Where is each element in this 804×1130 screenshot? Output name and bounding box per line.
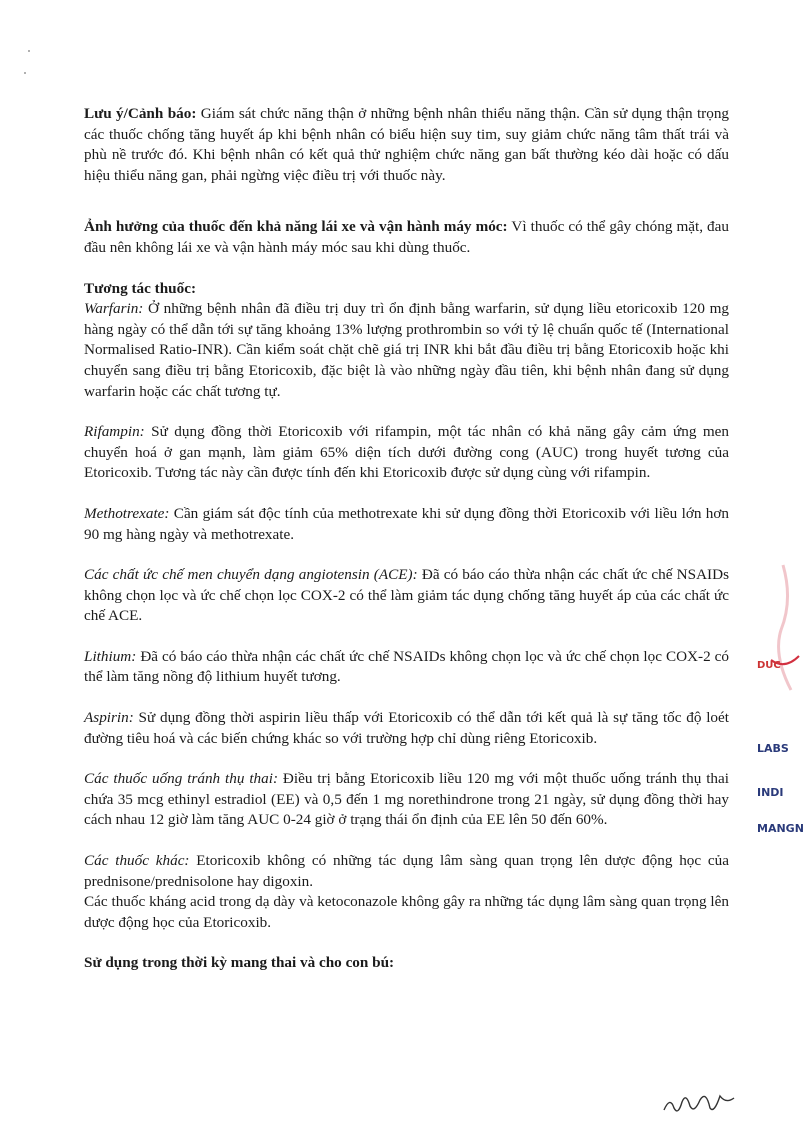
scan-speck — [24, 72, 26, 74]
driving-label: Ảnh hưởng của thuốc đến khả năng lái xe và vận hành máy móc: — [84, 218, 508, 236]
interaction-label: Aspirin: — [84, 709, 134, 727]
interaction-warfarin — [84, 299, 729, 402]
scan-speck — [28, 50, 30, 52]
pregnancy-heading: Sử dụng trong thời kỳ mang thai và cho con bú: — [84, 954, 395, 972]
interaction-text: Sử dụng đồng thời aspirin liều thấp với Etoricoxib có thể dẫn tới kết quả là sự tăng tốc độ loét đường tiêu hoá và các biến chứng khác so với trường hợp chỉ dùng riêng Etoricoxib. — [84, 709, 729, 747]
interaction-text: Điều trị bằng Etoricoxib liều 120 mg với một thuốc uống tránh thụ thai chứa 35 mcg ethinyl estradiol (EE) và 0,5 đến 1 mg norethindrone trong 21 ngày, sử dụng đồng thời hay cách nhau 12 giờ làm tăng AUC 0-24 giờ ở trạng thái ổn định của EE lên 50 đến 60%. — [84, 770, 729, 829]
interaction-other — [84, 851, 729, 892]
stamp-text-duc: DUC — [757, 660, 781, 671]
interaction-label: Các thuốc khác: — [84, 852, 190, 870]
stamp-text-mangn: MANGN — [757, 822, 804, 835]
interaction-text: Đã có báo cáo thừa nhận các chất ức chế NSAIDs không chọn lọc và ức chế chọn lọc COX-2 có thể làm giảm tác dụng chống tăng huyết áp của các chất ức chế ACE. — [84, 566, 729, 625]
stamp-text-indi: INDI — [757, 786, 784, 799]
interaction-label: Rifampin: — [84, 423, 145, 441]
interaction-lithium — [84, 647, 729, 688]
stamp-text-labs: LABS — [757, 742, 789, 755]
warning-paragraph — [84, 104, 729, 186]
interaction-label: Lithium: — [84, 647, 137, 665]
driving-paragraph — [84, 217, 729, 258]
document-page — [84, 104, 729, 974]
interaction-rifampin — [84, 422, 729, 484]
interactions-heading: Tương tác thuốc: — [84, 279, 197, 297]
driving-text: Vì thuốc có thể gây chóng mặt, đau đầu nên không lái xe và vận hành máy móc sau khi dùng thuốc. — [84, 218, 729, 256]
interaction-aspirin — [84, 708, 729, 749]
interaction-label: Các thuốc uống tránh thụ thai: — [84, 770, 279, 788]
red-stamp-fragment — [763, 560, 799, 700]
interaction-contraceptives — [84, 769, 729, 831]
interaction-text: Ở những bệnh nhân đã điều trị duy trì ổn định bằng warfarin, sử dụng liều etoricoxib 120 mg hàng ngày có thể dẫn tới sự tăng khoảng 13% lượng prothrombin so với tỷ lệ chuẩn quốc tế (International Normalised Ratio-INR). Cần kiểm soát chặt chẽ giá trị INR khi bắt đầu điều trị bằng Etoricoxib hoặc khi chuyển sang điều trị bằng Etoricoxib, đặc biệt là vào những ngày đầu tiên, khi bệnh nhân đang sử dụng warfarin hoặc các chất tương tự. — [84, 300, 729, 400]
interaction-label: Warfarin: — [84, 300, 144, 318]
warning-label: Lưu ý/Cảnh báo: — [84, 105, 197, 122]
interaction-other-extra: Các thuốc kháng acid trong dạ dày và ketoconazole không gây ra những tác dụng lâm sàng quan trọng lên dược động học của Etoricoxib. — [84, 893, 729, 931]
interaction-methotrexate — [84, 504, 729, 545]
interaction-text: Sử dụng đồng thời Etoricoxib với rifampin, một tác nhân có khả năng gây cảm ứng men chuyển hoá ở gan mạnh, làm giảm 65% diện tích dưới đường cong (AUC) trong huyết tương của Etoricoxib. Tương tác này cần được tính đến khi Etoricoxib được sử dụng cùng với rifampin. — [84, 423, 729, 482]
interaction-text: Etoricoxib không có những tác dụng lâm sàng quan trọng lên dược động học của prednisone/prednisolone hay digoxin. — [84, 852, 729, 890]
interaction-label: Các chất ức chế men chuyển dạng angiotensin (ACE): — [84, 566, 418, 584]
interaction-text: Đã có báo cáo thừa nhận các chất ức chế NSAIDs không chọn lọc và ức chế chọn lọc COX-2 có thể làm tăng nồng độ lithium huyết tương. — [84, 647, 729, 686]
warning-text: Giám sát chức năng thận ở những bệnh nhân thiểu năng thận. Cần sử dụng thận trọng các thuốc chống tăng huyết áp khi bệnh nhân có biểu hiện suy tim, suy giảm chức năng tâm thất trái và phù nề trước đó. Khi bệnh nhân có kết quả thử nghiệm chức năng gan bất thường kéo dài hoặc có dấu hiệu thiểu năng gan, phải ngừng việc điều trị với thuốc này. — [84, 105, 730, 184]
interaction-label: Methotrexate: — [84, 504, 170, 522]
interaction-ace — [84, 565, 729, 627]
handwritten-signature — [660, 1088, 740, 1118]
interaction-text: Cần giám sát độc tính của methotrexate khi sử dụng đồng thời Etoricoxib với liều lớn hơn 90 mg hàng ngày và methotrexate. — [84, 504, 729, 543]
